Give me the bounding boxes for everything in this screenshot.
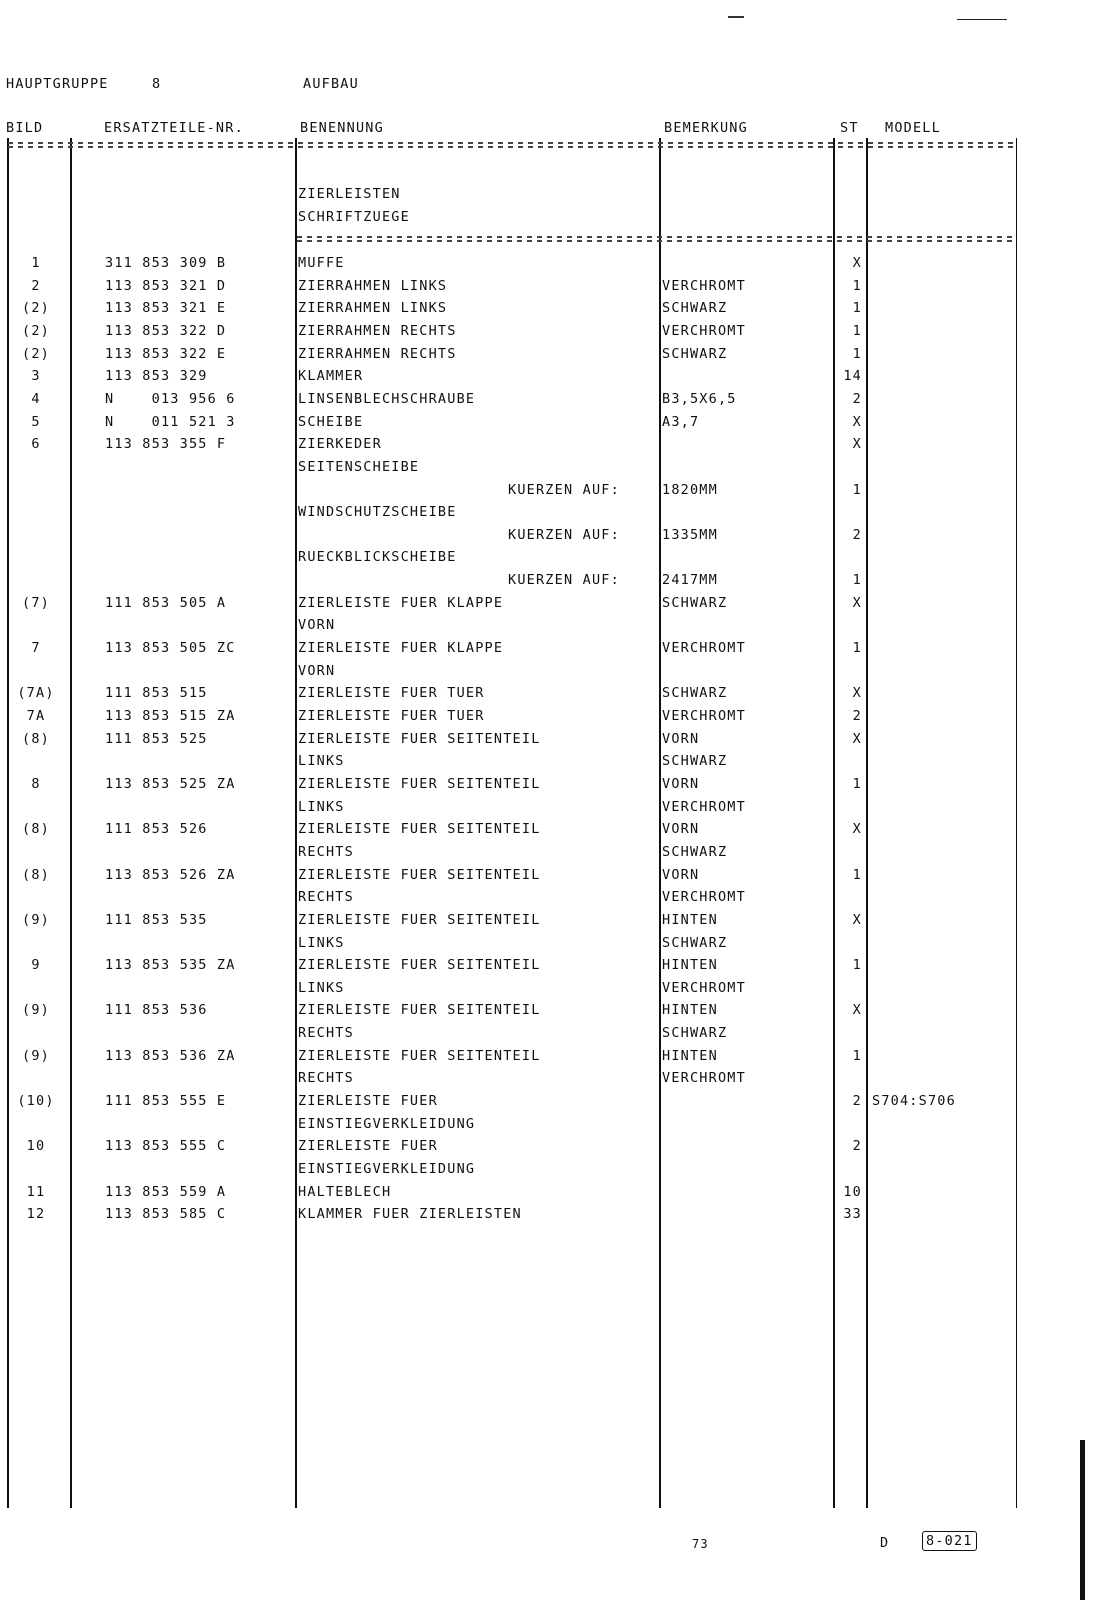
- description: RECHTS: [298, 1070, 354, 1087]
- table-row: [0, 549, 1106, 571]
- description: WINDSCHUTZSCHEIBE: [298, 504, 457, 521]
- part-number: 113 853 585 C: [105, 1206, 227, 1223]
- remark: 2417MM: [662, 572, 718, 589]
- figure-number: 12: [26, 1206, 46, 1223]
- part-number: 113 853 515 ZA: [105, 708, 236, 724]
- description: ZIERLEISTE FUER SEITENTEIL: [298, 1002, 541, 1019]
- table-row: [0, 1002, 1106, 1024]
- description: ZIERLEISTE FUER SEITENTEIL: [298, 730, 541, 747]
- table-row: [0, 821, 1106, 843]
- column-header-model: MODELL: [885, 120, 941, 136]
- figure-number: (7A): [17, 685, 55, 702]
- figure-number: 7A: [26, 708, 46, 724]
- description: HALTEBLECH: [298, 1183, 392, 1200]
- remark: SCHWARZ: [662, 934, 728, 951]
- description: ZIERLEISTE FUER: [298, 1093, 438, 1110]
- description: KLAMMER: [298, 368, 364, 385]
- remark: B3,5X6,5: [662, 390, 737, 407]
- table-row: [0, 980, 1106, 1002]
- table-row: [0, 912, 1106, 934]
- table-row: [0, 844, 1106, 866]
- quantity: X: [852, 255, 862, 271]
- remark: VERCHROMT: [662, 1070, 746, 1087]
- scan-line: [957, 19, 1007, 20]
- figure-number: (2): [22, 322, 50, 339]
- table-row: [0, 368, 1106, 390]
- quantity: 2: [852, 390, 862, 407]
- part-number: 113 853 321 E: [105, 300, 227, 317]
- part-number: 113 853 555 C: [105, 1138, 227, 1155]
- description: LINSENBLECHSCHRAUBE: [298, 390, 476, 407]
- column-header-part-number: ERSATZTEILE-NR.: [104, 120, 244, 136]
- remark: HINTEN: [662, 1047, 718, 1064]
- description: RUECKBLICKSCHEIBE: [298, 549, 457, 566]
- model: S704:S706: [872, 1093, 956, 1110]
- column-header-bild: BILD: [6, 120, 44, 136]
- table-row: [0, 459, 1106, 481]
- table-row: [0, 731, 1106, 753]
- table-row: [0, 436, 1106, 458]
- table-row: [0, 323, 1106, 345]
- section-subtitle: SCHRIFTZUEGE: [298, 209, 410, 225]
- quantity: X: [852, 730, 862, 747]
- table-row: [0, 391, 1106, 413]
- table-row: [0, 753, 1106, 775]
- description: SCHEIBE: [298, 413, 364, 430]
- table-row: [0, 1138, 1106, 1160]
- page-number: 73: [692, 1537, 709, 1551]
- remark: SCHWARZ: [662, 843, 728, 860]
- main-group-label: HAUPTGRUPPE: [6, 76, 109, 92]
- figure-number: 11: [26, 1183, 46, 1200]
- quantity: 1: [852, 1047, 862, 1064]
- quantity: 1: [852, 345, 862, 362]
- remark: HINTEN: [662, 1002, 718, 1019]
- quantity: 33: [843, 1206, 862, 1223]
- figure-number: 4: [31, 390, 41, 407]
- figure-number: (9): [22, 911, 50, 928]
- part-number: 113 853 535 ZA: [105, 957, 236, 974]
- description: KUERZEN AUF:: [508, 481, 620, 498]
- figure-number: 9: [31, 957, 41, 974]
- column-header-quantity: ST: [840, 120, 859, 136]
- part-number: 113 853 322 D: [105, 322, 227, 339]
- figure-number: (7): [22, 594, 50, 611]
- page-code-badge: 8-021: [922, 1531, 977, 1551]
- figure-number: 10: [26, 1138, 46, 1155]
- table-row: [0, 1116, 1106, 1138]
- column-header-description: BENENNUNG: [300, 120, 384, 136]
- quantity: 1: [852, 957, 862, 974]
- remark: VORN: [662, 866, 700, 883]
- quantity: 1: [852, 277, 862, 294]
- table-row: [0, 1184, 1106, 1206]
- description: ZIERLEISTE FUER SEITENTEIL: [298, 821, 541, 838]
- remark: HINTEN: [662, 957, 718, 974]
- remark: SCHWARZ: [662, 685, 728, 702]
- quantity: X: [852, 1002, 862, 1019]
- remark: HINTEN: [662, 911, 718, 928]
- table-row: [0, 482, 1106, 504]
- part-number: 111 853 526: [105, 821, 208, 838]
- quantity: X: [852, 436, 862, 453]
- figure-number: 1: [31, 255, 41, 271]
- figure-number: (9): [22, 1002, 50, 1019]
- table-row: [0, 255, 1106, 277]
- part-number: 111 853 535: [105, 911, 208, 928]
- main-group-name: AUFBAU: [303, 76, 359, 92]
- table-row: [0, 414, 1106, 436]
- description: ZIERLEISTE FUER SEITENTEIL: [298, 866, 541, 883]
- table-row: [0, 617, 1106, 639]
- description: ZIERLEISTE FUER SEITENTEIL: [298, 1047, 541, 1064]
- scan-mark: [728, 16, 744, 18]
- part-number: 113 853 322 E: [105, 345, 227, 362]
- description: LINKS: [298, 934, 345, 951]
- remark: VERCHROMT: [662, 322, 746, 339]
- quantity: 10: [843, 1183, 862, 1200]
- remark: SCHWARZ: [662, 1025, 728, 1042]
- quantity: 1: [852, 640, 862, 657]
- description: EINSTIEGVERKLEIDUNG: [298, 1161, 476, 1177]
- description: ZIERLEISTE FUER SEITENTEIL: [298, 911, 541, 928]
- table-row: [0, 278, 1106, 300]
- part-number: 113 853 525 ZA: [105, 775, 236, 792]
- remark: SCHWARZ: [662, 753, 728, 770]
- table-row: [0, 1206, 1106, 1228]
- description: ZIERRAHMEN RECHTS: [298, 322, 457, 339]
- remark: VERCHROMT: [662, 798, 746, 815]
- description: LINKS: [298, 753, 345, 770]
- description: KLAMMER FUER ZIERLEISTEN: [298, 1206, 522, 1223]
- remark: VERCHROMT: [662, 979, 746, 996]
- table-row: [0, 1161, 1106, 1183]
- figure-number: 6: [31, 436, 41, 453]
- part-number: 113 853 536 ZA: [105, 1047, 236, 1064]
- description: ZIERLEISTE FUER KLAPPE: [298, 594, 504, 611]
- part-number: 111 853 525: [105, 730, 208, 747]
- column-header-remark: BEMERKUNG: [664, 120, 748, 136]
- table-row: [0, 1093, 1106, 1115]
- table-row: [0, 572, 1106, 594]
- quantity: 2: [852, 1093, 862, 1110]
- remark: SCHWARZ: [662, 300, 728, 317]
- quantity: X: [852, 594, 862, 611]
- main-group-number: 8: [152, 76, 162, 92]
- table-row: [0, 776, 1106, 798]
- table-row: [0, 1048, 1106, 1070]
- scan-edge: [1080, 1440, 1085, 1600]
- part-number: 113 853 355 F: [105, 436, 227, 453]
- table-row: [0, 799, 1106, 821]
- section-title: ZIERLEISTEN: [298, 186, 401, 202]
- figure-number: (10): [17, 1093, 55, 1110]
- figure-number: (8): [22, 866, 50, 883]
- description: VORN: [298, 617, 336, 634]
- quantity: X: [852, 821, 862, 838]
- description: ZIERRAHMEN LINKS: [298, 277, 448, 294]
- table-row: [0, 889, 1106, 911]
- table-row: [0, 595, 1106, 617]
- part-number: 113 853 559 A: [105, 1183, 227, 1200]
- quantity: 1: [852, 322, 862, 339]
- part-number: 311 853 309 B: [105, 255, 227, 271]
- remark: SCHWARZ: [662, 594, 728, 611]
- remark: VORN: [662, 775, 700, 792]
- part-number: 111 853 515: [105, 685, 208, 702]
- part-number: 111 853 555 E: [105, 1093, 227, 1110]
- part-number: N 011 521 3: [105, 413, 236, 430]
- description: RECHTS: [298, 889, 354, 906]
- figure-number: 3: [31, 368, 41, 385]
- description: ZIERLEISTE FUER SEITENTEIL: [298, 775, 541, 792]
- description: ZIERKEDER: [298, 436, 382, 453]
- remark: 1820MM: [662, 481, 718, 498]
- part-number: 111 853 505 A: [105, 594, 227, 611]
- figure-number: (8): [22, 821, 50, 838]
- header-separator: [8, 142, 1018, 148]
- figure-number: 2: [31, 277, 41, 294]
- description: EINSTIEGVERKLEIDUNG: [298, 1115, 476, 1132]
- table-row: [0, 1025, 1106, 1047]
- table-row: [0, 300, 1106, 322]
- description: RECHTS: [298, 1025, 354, 1042]
- figure-number: 5: [31, 413, 41, 430]
- description: ZIERLEISTE FUER TUER: [298, 685, 485, 702]
- remark: VERCHROMT: [662, 640, 746, 657]
- quantity: 2: [852, 526, 862, 543]
- table-row: [0, 346, 1106, 368]
- description: LINKS: [298, 979, 345, 996]
- remark: VORN: [662, 821, 700, 838]
- table-row: [0, 663, 1106, 685]
- quantity: X: [852, 685, 862, 702]
- quantity: X: [852, 911, 862, 928]
- quantity: 1: [852, 775, 862, 792]
- quantity: 1: [852, 572, 862, 589]
- quantity: X: [852, 413, 862, 430]
- remark: SCHWARZ: [662, 345, 728, 362]
- table-row: [0, 1070, 1106, 1092]
- part-number: 113 853 526 ZA: [105, 866, 236, 883]
- table-row: [0, 527, 1106, 549]
- description: RECHTS: [298, 843, 354, 860]
- remark: 1335MM: [662, 526, 718, 543]
- description: ZIERRAHMEN RECHTS: [298, 345, 457, 362]
- section-separator: [297, 236, 1017, 242]
- remark: VORN: [662, 730, 700, 747]
- quantity: 1: [852, 866, 862, 883]
- quantity: 2: [852, 1138, 862, 1155]
- language-code: D: [880, 1535, 890, 1551]
- remark: A3,7: [662, 413, 700, 430]
- figure-number: (2): [22, 345, 50, 362]
- part-number: 113 853 329: [105, 368, 208, 385]
- table-row: [0, 640, 1106, 662]
- description: ZIERRAHMEN LINKS: [298, 300, 448, 317]
- table-row: [0, 685, 1106, 707]
- quantity: 2: [852, 708, 862, 724]
- description: MUFFE: [298, 255, 345, 271]
- figure-number: (9): [22, 1047, 50, 1064]
- figure-number: 7: [31, 640, 41, 657]
- description: VORN: [298, 662, 336, 679]
- remark: VERCHROMT: [662, 277, 746, 294]
- figure-number: 8: [31, 775, 41, 792]
- table-row: [0, 957, 1106, 979]
- table-row: [0, 935, 1106, 957]
- figure-number: (8): [22, 730, 50, 747]
- remark: VERCHROMT: [662, 708, 746, 724]
- quantity: 1: [852, 481, 862, 498]
- description: ZIERLEISTE FUER TUER: [298, 708, 485, 724]
- part-number: N 013 956 6: [105, 390, 236, 407]
- description: ZIERLEISTE FUER: [298, 1138, 438, 1155]
- description: KUERZEN AUF:: [508, 526, 620, 543]
- part-number: 111 853 536: [105, 1002, 208, 1019]
- figure-number: (2): [22, 300, 50, 317]
- description: LINKS: [298, 798, 345, 815]
- table-row: [0, 504, 1106, 526]
- description: ZIERLEISTE FUER SEITENTEIL: [298, 957, 541, 974]
- remark: VERCHROMT: [662, 889, 746, 906]
- description: KUERZEN AUF:: [508, 572, 620, 589]
- quantity: 1: [852, 300, 862, 317]
- part-number: 113 853 321 D: [105, 277, 227, 294]
- table-row: [0, 708, 1106, 730]
- table-row: [0, 867, 1106, 889]
- description: ZIERLEISTE FUER KLAPPE: [298, 640, 504, 657]
- part-number: 113 853 505 ZC: [105, 640, 236, 657]
- description: SEITENSCHEIBE: [298, 458, 420, 475]
- quantity: 14: [843, 368, 862, 385]
